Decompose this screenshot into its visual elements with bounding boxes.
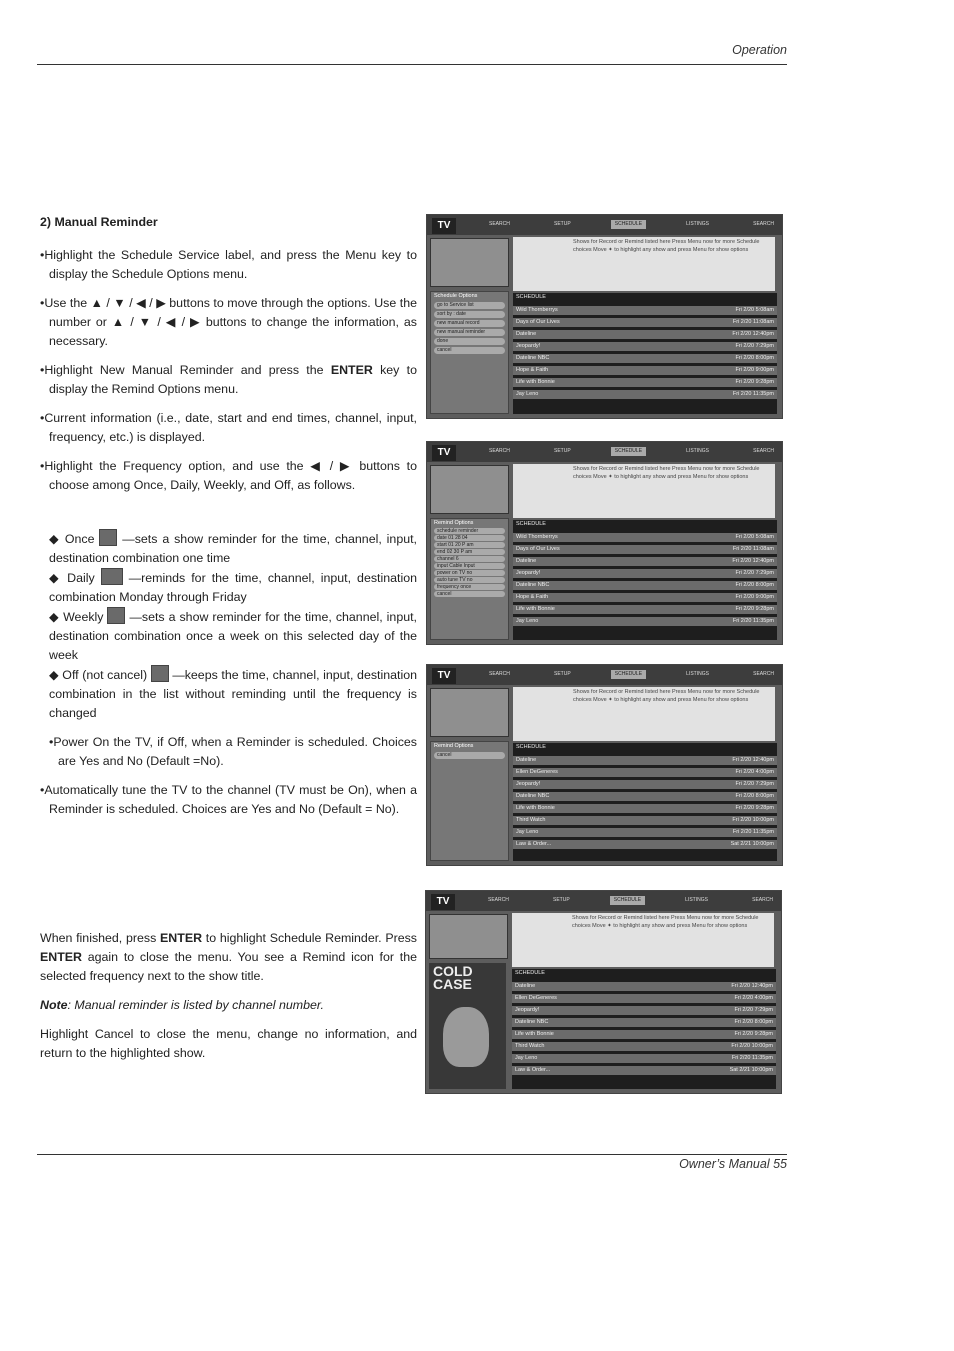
screenshot-remind-cancel: TV SEARCH SETUP SCHEDULE LISTINGS SEARCH Shows for Record or Remind listed here Press Menu now for more Schedule choices Move ✦ to highlight any show and press Menu for show options Remind Options cancel SCHEDULE Dateline Fri 2/20 12:40pm Ellen DeGeneres Fri 2/20 4:00pm Jeopardy! Fri 2/20 7:29pm Dateline NBC Fri 2/20 8:00pm Life with Bonnie Fri 2/20 9:28pm Third Watch Fri 2/20 10:00pm Jay Leno Fri 2/20 11:35pm Law & Order... Sat 2/21 10:00pm: [426, 664, 783, 866]
screenshot-schedule-options: TV SEARCH SETUP SCHEDULE LISTINGS SEARCH Shows for Record or Remind listed here Press Menu now for more Schedule choices Move ✦ to highlight any show and press Menu for show options Schedule Options go to Service list sort by : date new manual record new manual reminder done cancel SCHEDULE Wild Thornberrys Fri 2/20 5:08am Days of Our Lives Fri 2/20 11:08am Dateline Fri 2/20 12:40pm Jeopardy! Fri 2/20 7:29pm Dateline NBC Fri 2/20 8:00pm Hope & Faith Fri 2/20 9:00pm Life with Bonnie Fri 2/20 9:28pm Jay Leno Fri 2/20 11:35pm: [426, 214, 783, 419]
bullet-autotune: •Automatically tune the TV to the channel (TV must be On), when a Reminder is scheduled. Choices are Yes and No (Default = No).: [40, 783, 417, 816]
bullet-3: •Highlight New Manual Reminder and press the ENTER key to display the Remind Options menu.: [40, 363, 417, 396]
tv-guide-logo: TV: [432, 218, 456, 234]
manual-reminder-text: [40, 213, 417, 829]
bullet-4: •Current information (i.e., date, start and end times, channel, input, frequency, etc.) is displayed.: [40, 411, 417, 444]
weekly-icon: [107, 607, 125, 624]
option-daily: ◆ Daily —reminds for the time, channel, input, destination combination Monday through Friday: [40, 568, 417, 607]
once-icon: [99, 529, 117, 546]
note: Note: Manual reminder is listed by channel number.: [40, 998, 324, 1012]
cold-case-ad: COLD CASE: [429, 963, 506, 1089]
option-off: ◆ Off (not cancel) —keeps the time, channel, input, destination combination in the list without reminding until the frequency is changed: [40, 665, 417, 723]
daily-icon: [101, 568, 123, 585]
finish-text: [40, 929, 417, 1063]
header-rule: [37, 64, 787, 65]
schedule-list: SCHEDULE Wild Thornberrys Fri 2/20 5:08am Days of Our Lives Fri 2/20 11:08am Dateline Fri 2/20 12:40pm Jeopardy! Fri 2/20 7:29pm Dateline NBC Fri 2/20 8:00pm Hope & Faith Fri 2/20 9:00pm Life with Bonnie Fri 2/20 9:28pm Jay Leno Fri 2/20 11:35pm: [513, 293, 777, 414]
page-footer: Owner’s Manual 55: [679, 1157, 787, 1171]
option-once: ◆ Once —sets a show reminder for the time, channel, input, destination combination one time: [40, 529, 417, 568]
cancel-paragraph: Highlight Cancel to close the menu, change no information, and return to the highlighted show.: [40, 1027, 417, 1060]
bullet-2: •Use the ▲ / ▼ / ◀ / ▶ buttons to move through the options. Use the number or ▲ / ▼ / ◀ / ▶ buttons to change the information, as necessary.: [40, 296, 417, 348]
remind-options-menu: Remind Options schedule reminder date 01 28 04 start 01 20 P am end 02 30 P am channel 6 input Cable Input power on TV no auto tune TV no frequency once cancel: [430, 518, 509, 640]
finish-paragraph: When finished, press ENTER to highlight Schedule Reminder. Press ENTER again to close the menu. You see a Remind icon for the selected frequency next to the show title.: [40, 931, 418, 983]
section-title: 2) Manual Reminder: [40, 215, 158, 229]
actress-photo: [443, 1007, 489, 1067]
screenshot-remind-options: TV SEARCH SETUP SCHEDULE LISTINGS SEARCH Shows for Record or Remind listed here Press Menu now for more Schedule choices Move ✦ to highlight any show and press Menu for show options Remind Options schedule reminder date 01 28 04 start 01 20 P am end 02 30 P am channel 6 input Cable Input power on TV no auto tune TV no frequency once cancel SCHEDULE Wild Thornberrys Fri 2/20 5:08am Days of Our Lives Fri 2/20 11:08am Dateline Fri 2/20 12:40pm Jeopardy! Fri 2/20 7:29pm Dateline NBC Fri 2/20 8:00pm Hope & Faith Fri 2/20 9:00pm Life with Bonnie Fri 2/20 9:28pm Jay Leno Fri 2/20 11:35pm: [426, 441, 783, 645]
option-weekly: ◆ Weekly —sets a show reminder for the time, channel, input, destination combination once a week on this selected day of the week: [40, 607, 417, 665]
video-thumbnail: [430, 238, 509, 287]
footer-rule: [37, 1154, 787, 1155]
schedule-options-menu: Schedule Options go to Service list sort by : date new manual record new manual reminder done cancel: [430, 291, 509, 414]
info-panel: Shows for Record or Remind listed here Press Menu now for more Schedule choices Move ✦ to highlight any show and press Menu for show options: [513, 237, 775, 291]
bullet-1: •Highlight the Schedule Service label, and press the Menu key to display the Schedule Options menu.: [40, 248, 417, 281]
bullet-power: •Power On the TV, if Off, when a Reminder is scheduled. Choices are Yes and No (Default =No).: [49, 735, 417, 768]
screenshot-final-schedule: TV SEARCH SETUP SCHEDULE LISTINGS SEARCH Shows for Record or Remind listed here Press Menu now for more Schedule choices Move ✦ to highlight any show and press Menu for show options COLD CASE SCHEDULE Dateline Fri 2/20 12:40pm Ellen DeGeneres Fri 2/20 4:00pm Jeopardy! Fri 2/20 7:29pm Dateline NBC Fri 2/20 8:00pm Life with Bonnie Fri 2/20 9:28pm Third Watch Fri 2/20 10:00pm Jay Leno Fri 2/20 11:35pm Law & Order... Sat 2/21 10:00pm: [425, 890, 782, 1094]
bullet-5: •Highlight the Frequency option, and use the ◀ / ▶ buttons to choose among Once, Daily, Weekly, and Off, as follows.: [40, 459, 417, 492]
section-label: Operation: [732, 43, 787, 57]
off-icon: [151, 665, 169, 682]
